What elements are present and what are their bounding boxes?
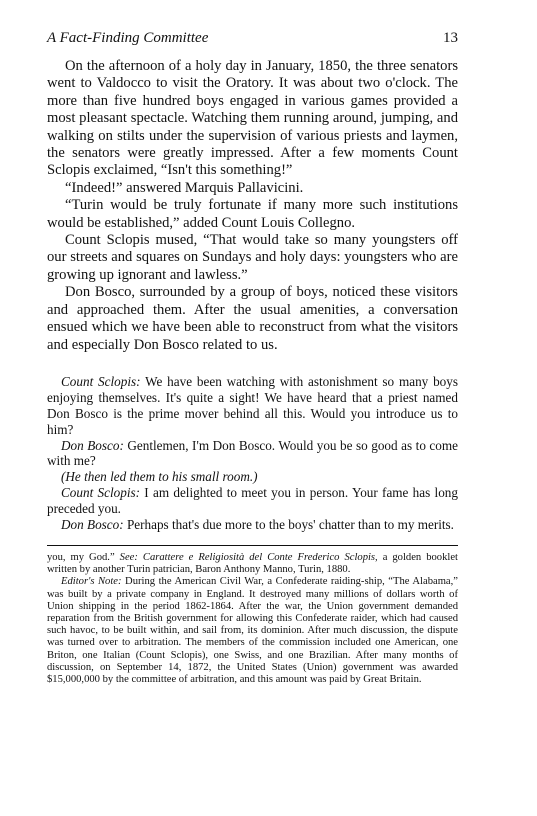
dialogue-line [47, 517, 458, 533]
dialogue-line [47, 485, 458, 517]
page-number: 13 [443, 30, 458, 46]
dialogue-text: Gentlemen, I'm Don Bosco. Would you be so good as to come with me? [47, 437, 458, 469]
footnote: Editor's Note: During the American Civil War, a Confederate raiding-ship, “The Alabama,” was built by a private company in England. It destroyed many millions of dollars worth of Union shipping in the period 1862-1864. After the war, the Union government demanded reparation from the British government for allowing this Confederate raider, which had caused such havoc, to be built within, and sail from, its dominion. After much discussion, the dispute was turned over to arbitration. The members of the commission included one American, one Briton, one Italian (Count Sclopis), one Swiss, and one Brazilian. After many months of discussion, on September 14, 1872, the United States (Union) government was awarded $15,000,000 by the committee of arbitration, and this amount was paid by Great Britain. [47, 576, 458, 685]
book-page [47, 30, 458, 686]
dialogue-text: We have been watching with astonishment so many boys enjoying themselves. It's quite a sight! We have heard that a priest named Don Bosco is the prime mover behind all this. Would you introduce us to him? [47, 373, 458, 437]
speaker: Don Bosco: [61, 517, 124, 533]
footnote-rule [47, 545, 458, 546]
footnotes [47, 552, 458, 686]
paragraph: “Indeed!” answered Marquis Pallavicini. [65, 179, 304, 196]
paragraph: On the afternoon of a holy day in January, 1850, the three senators went to Valdocco to visit the Oratory. It was about two o'clock. The more than five hundred boys engaged in various games provided a most pleasant spectacle. Watching them running around, jumping, and walking on stilts under the supervision of various priests and laymen, the senators were greatly impressed. After a few moments Count Sclopis exclaimed, “Isn't this something!” [47, 58, 458, 179]
running-title: A Fact-Finding Committee [47, 30, 209, 46]
paragraph: Count Sclopis mused, “That would take so many youngsters off our streets and squares on Sundays and holy days: youngsters who are growing up ignorant and lawless.” [47, 232, 458, 283]
speaker: Count Sclopis: [61, 485, 141, 501]
dialogue-line [47, 374, 458, 438]
speaker: Count Sclopis: [61, 373, 141, 389]
body-text [47, 58, 458, 374]
speaker: Don Bosco: [61, 437, 124, 453]
footnote: you, my God.” See: Carattere e Religiosità del Conte Frederico Sclopis, a golden booklet written by another Turin patrician, Baron Anthony Manno, Turin, 1880. [47, 551, 458, 576]
stage-direction: (He then led them to his small room.) [61, 469, 258, 485]
dialogue-text: I am delighted to meet you in person. Your fame has long preceded you. [47, 485, 458, 517]
page-header [47, 30, 458, 52]
dialogue-line [47, 438, 458, 470]
dialogue-text: Perhaps that's due more to the boys' chatter than to my merits. [123, 517, 454, 533]
paragraph: Don Bosco, surrounded by a group of boys, noticed these visitors and approached them. After the usual amenities, a conversation ensued which we have been able to reconstruct from what the visitors and especially Don Bosco related to us. [47, 284, 458, 353]
dialogue [47, 374, 458, 533]
paragraph: “Turin would be truly fortunate if many more such institutions would be established,” added Count Louis Collegno. [47, 197, 458, 231]
section-gap [47, 354, 458, 374]
